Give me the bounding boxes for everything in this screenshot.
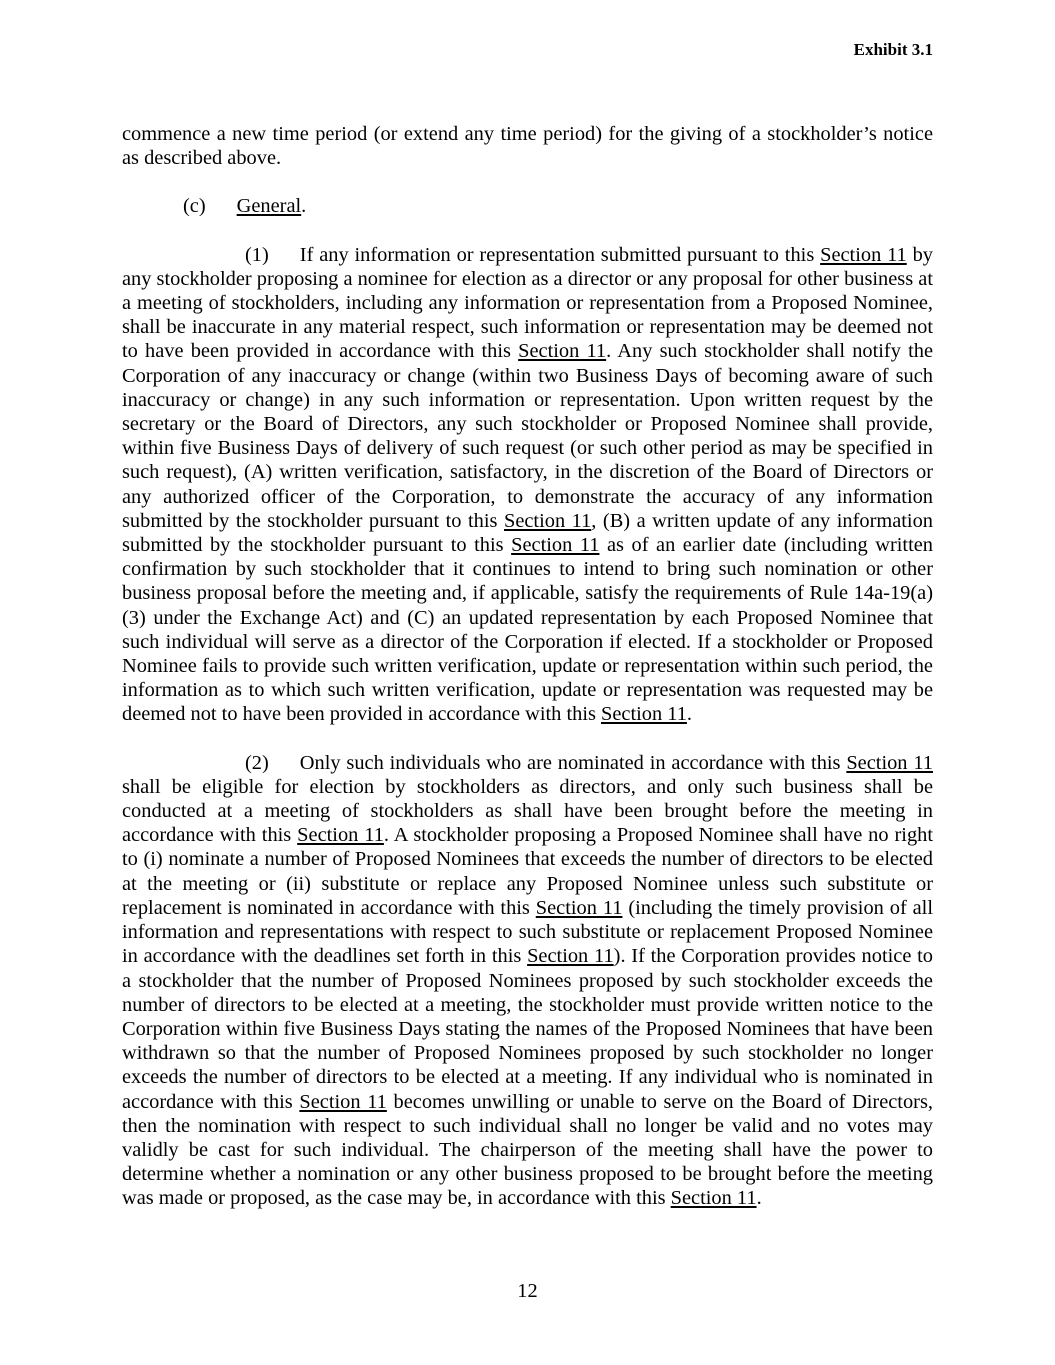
text-segment: Only such individuals who are nominated in accordance with this — [299, 751, 847, 774]
text-segment: (c) — [183, 195, 206, 218]
text-segment: by any stockholder proposing a nominee for election as a director or any proposal for other business at a meeting of stockholders, including any information or representation from a Proposed Nominee, shall be inaccurate in any material respect, such information or representation may be deemed not to have been provided in accordance with this — [122, 243, 933, 363]
text-segment: commence a new time period (or extend any time period) for the giving of a stockholder’s notice as described above. — [122, 123, 933, 170]
text-segment: (including the timely provision of all information and representations with respect to such substitute or replacement Proposed Nominee in accordance with the deadlines set forth in this — [122, 896, 933, 968]
underlined-text: Section 11 — [518, 340, 607, 363]
underlined-text: Section 11 — [527, 945, 614, 968]
underlined-text: Section 11 — [601, 703, 687, 726]
text-segment: . — [756, 1187, 762, 1210]
underlined-text: Section 11 — [535, 896, 623, 919]
text-segment: shall be eligible for election by stockholders as directors, and only such business shall be conducted at a meeting of stockholders as shall have been brought before the meeting in accordance with this — [122, 775, 933, 847]
text-segment: If any information or representation submitted pursuant to this — [299, 243, 821, 266]
document-content — [122, 122, 933, 1211]
underlined-text: Section 11 — [670, 1187, 757, 1210]
underlined-text: Section 11 — [511, 534, 600, 557]
text-segment: . Any such stockholder shall notify the Corporation of any inaccuracy or change (within two Business Days of becoming aware of such inaccuracy or change) in any such information or representation. Upon written request by the secretary or the Board of Directors, any such stockholder or Proposed Nominee shall provide, within five Business Days of delivery of such request (or such other period as may be specified in such request), (A) written verification, satisfactory, in the discretion of the Board of Directors or any authorized officer of the Corporation, to demonstrate the accuracy of any information submitted by the stockholder pursuant to this — [122, 340, 934, 532]
text-segment: (2) — [245, 751, 269, 774]
underlined-text: General — [236, 195, 302, 218]
text-segment: . — [686, 703, 693, 726]
text-segment: , (B) a written update of any information submitted by the stockholder pursuant to this — [122, 509, 933, 557]
paragraph-2 — [122, 751, 933, 1211]
paragraph-intro-continuation — [122, 122, 933, 170]
underlined-text: Section 11 — [820, 243, 907, 266]
underlined-text: Section 11 — [846, 751, 933, 774]
exhibit-label: Exhibit 3.1 — [853, 40, 933, 59]
text-segment: (1) — [245, 243, 269, 266]
text-segment: . A stockholder proposing a Proposed Nominee shall have no right to (i) nominate a number of Proposed Nominees that exceeds the number of directors to be elected at the meeting or (ii) substitute or replace any Proposed Nominee unless such substitute or replacement is nominated in accordance with this — [122, 824, 934, 919]
heading-general — [122, 194, 933, 218]
paragraph-1 — [122, 243, 933, 727]
underlined-text: Section 11 — [503, 509, 592, 532]
underlined-text: Section 11 — [297, 824, 384, 847]
text-segment: becomes unwilling or unable to serve on the Board of Directors, then the nomination with respect to such individual shall no longer be valid and no votes may validly be cast for such individual. The chairperson of the meeting shall have the power to determine whether a nomination or any other business proposed to be brought before the meeting was made or proposed, as the case may be, in accordance with this — [122, 1090, 933, 1210]
page-number: 12 — [517, 1279, 538, 1302]
text-segment: . — [301, 195, 307, 218]
underlined-text: Section 11 — [299, 1090, 387, 1113]
text-segment: as of an earlier date (including written confirmation by such stockholder that it continues to intend to bring such nomination or other business proposal before the meeting and, if applicable, satisfy the requirements of Rule 14a-19(a)(3) under the Exchange Act) and (C) an updated representation by each Proposed Nominee that such individual will serve as a director of the Corporation if elected. If a stockholder or Proposed Nominee fails to provide such written verification, update or representation within such period, the information as to which such written verification, update or representation was requested may be deemed not to have been provided in accordance with this — [122, 534, 933, 726]
text-segment: ). If the Corporation provides notice to a stockholder that the number of Proposed Nominees proposed by such stockholder exceeds the number of directors to be elected at a meeting, the stockholder must provide written notice to the Corporation within five Business Days stating the names of the Proposed Nominees that have been withdrawn so that the number of Proposed Nominees proposed by such stockholder no longer exceeds the number of directors to be elected at a meeting. If any individual who is nominated in accordance with this — [122, 945, 933, 1113]
